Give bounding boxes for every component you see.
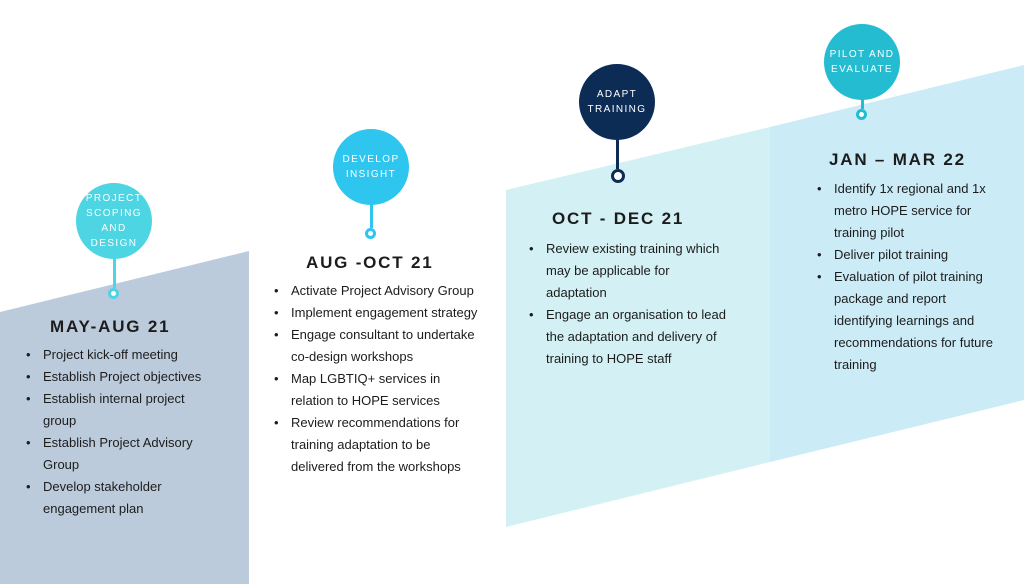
- phase-3-dot: [611, 169, 625, 183]
- phase-3-list: [529, 238, 729, 370]
- list-item: • Implement engagement strategy: [274, 302, 486, 324]
- phase-4-circle-label: PILOT AND EVALUATE: [829, 49, 895, 75]
- list-item: • Map LGBTIQ+ services in relation to HOPE services: [274, 368, 486, 412]
- phase-2-list: [274, 280, 486, 478]
- list-item: • Identify 1x regional and 1x metro HOPE service for training pilot: [817, 178, 997, 244]
- phase-1-list: [26, 344, 216, 520]
- phase-4-heading: JAN – MAR 22: [829, 150, 966, 169]
- phase-4-stem: [861, 99, 864, 109]
- phase-1-circle-label: PROJECT SCOPING AND DESIGN: [85, 193, 143, 249]
- list-item: • Engage consultant to undertake co-design workshops: [274, 324, 486, 368]
- list-item: • Evaluation of pilot training package and report identifying learnings and recommendations for future training: [817, 266, 997, 376]
- phase-1-heading: MAY-AUG 21: [50, 317, 171, 336]
- phase-1-stem: [113, 258, 116, 288]
- phase-2-circle-label: DEVELOP INSIGHT: [342, 154, 400, 180]
- list-item: • Engage an organisation to lead the adaptation and delivery of training to HOPE staff: [529, 304, 729, 370]
- phase-4-circle: [824, 24, 900, 100]
- list-item: • Establish internal project group: [26, 388, 216, 432]
- phase-2-circle: [333, 129, 409, 205]
- list-item: • Develop stakeholder engagement plan: [26, 476, 216, 520]
- phase-2-heading: AUG -OCT 21: [306, 253, 434, 272]
- list-item: • Review existing training which may be applicable for adaptation: [529, 238, 729, 304]
- list-item: • Establish Project Advisory Group: [26, 432, 216, 476]
- phase-3-heading: OCT - DEC 21: [552, 209, 685, 228]
- phase-4-dot: [856, 109, 867, 120]
- phase-4-list: [817, 178, 997, 376]
- list-item: • Establish Project objectives: [26, 366, 216, 388]
- list-item: • Deliver pilot training: [817, 244, 997, 266]
- phase-2-dot: [365, 228, 376, 239]
- list-item: • Project kick-off meeting: [26, 344, 216, 366]
- phase-1-dot: [108, 288, 119, 299]
- phase-3-stem: [616, 139, 619, 169]
- phase-1-circle: [76, 183, 152, 259]
- phase-3-circle: [579, 64, 655, 140]
- phase-3-circle-label: ADAPT TRAINING: [587, 89, 647, 115]
- phase-2-stem: [370, 204, 373, 228]
- list-item: • Review recommendations for training adaptation to be delivered from the workshops: [274, 412, 486, 478]
- list-item: • Activate Project Advisory Group: [274, 280, 486, 302]
